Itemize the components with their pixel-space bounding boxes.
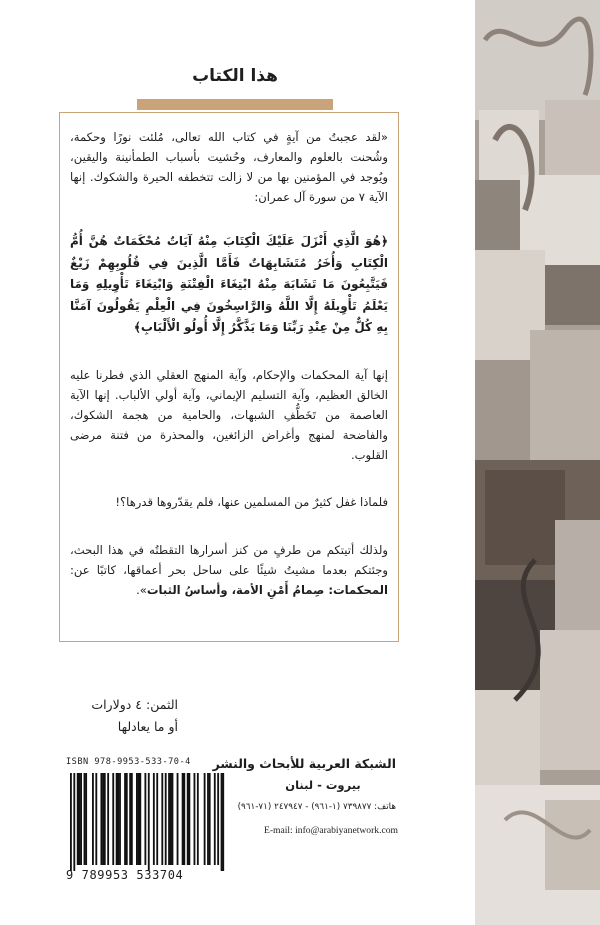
book-title-mention: المحكمات: صِمامُ أَمْنِ الأمة، وأساسُ الثبات [146, 583, 388, 597]
barcode-bar [77, 773, 79, 865]
quran-verse: ﴿هُوَ الَّذِي أَنْزَلَ عَلَيْكَ الْكِتَابَ مِنْهُ آيَاتٌ مُحْكَمَاتٌ هُنَّ أُمُّ الْكِتَابِ وَأُخَرُ مُتَشَابِهَاتٌ فَأَمَّا الَّذِينَ فِي قُلُوبِهِمْ زَيْغٌ فَيَتَّبِعُونَ مَا تَشَابَهَ مِنْهُ ابْتِغَاءَ الْفِتْنَةِ وَابْتِغَاءَ تَأْوِيلِهِ وَمَا يَعْلَمُ تَأْوِيلَهُ إِلَّا اللَّهُ وَالرَّاسِخُونَ فِي الْعِلْمِ يَقُولُونَ آمَنَّا بِهِ كُلٌّ مِنْ عِنْدِ رَبِّنَا وَمَا يَذَّكَّرُ إِلَّا أُولُو الْأَلْبَابِ﴾ [70, 234, 388, 334]
barcode-bar [129, 773, 131, 865]
barcode-bar [207, 773, 209, 865]
barcode-bar [172, 773, 174, 865]
barcode-bar [161, 773, 163, 865]
blurb-paragraph-question: فلماذا غفل كثيرٌ من المسلمين عنها، فلم يقدّروها قدرها؟! [115, 495, 388, 509]
publisher-name: الشبكة العربية للأبحاث والنشر [212, 756, 396, 771]
barcode-bar [70, 773, 72, 871]
blurb-paragraph-closing [70, 540, 388, 600]
publisher-phone: هاتف: ٧٣٩٨٧٧ (١-٩٦١) - ٢٤٧٩٤٧ (٧١-٩٦١) [237, 802, 396, 812]
barcode-bar [73, 773, 75, 871]
barcode-bar [84, 773, 86, 865]
barcode-bar [204, 773, 206, 865]
barcode-bar [217, 773, 219, 865]
barcode-bar [126, 773, 128, 865]
barcode-bar [214, 773, 216, 865]
barcode-bar [124, 773, 126, 865]
barcode-bar [221, 773, 223, 871]
blurb-paragraph-description: إنها آية المحكمات والإحكام، وآية المنهج العقلي الذي فطرنا عليه الخالق العظيم، وآية التسليم الإيماني، وآية أولي الألباب. إنها الآية العاصمة من تَخَطُّفِ الشبهات، والحامية من هجمة الشكوك، والفاضحة لمنهج وأغراض الزائغين، والمحذرة من فتنة مرضى القلوب. [70, 368, 388, 462]
barcode-bar [136, 773, 138, 865]
barcode-bar [168, 773, 170, 865]
blurb-paragraph-intro: «لقد عجبتُ من آيةٍ في كتاب الله تعالى، مُلئت نورًا وحكمة، وشُحنت بالعلوم والمعارف، وحُشيت بأسباب الطمأنينة واليقين، ويُوجد في المؤمنين بها من لا زالت تتخطفه الحيرة والشكوك. إنها الآية ٧ من سورة آل عمران: [70, 130, 388, 204]
barcode-bar [95, 773, 97, 865]
barcode-bar [197, 773, 199, 865]
barcode-bar [187, 773, 189, 865]
barcode-bar [182, 773, 184, 865]
price-equivalent: أو ما يعادلها [117, 719, 178, 734]
barcode-bar [102, 773, 104, 865]
barcode-bar [117, 773, 119, 865]
barcode-bar [78, 773, 80, 865]
publisher-city: بيروت - لبنان [285, 778, 361, 792]
barcode-bar [183, 773, 185, 865]
barcode-bar [222, 773, 224, 871]
barcode-bar [131, 773, 133, 865]
barcode-bar [119, 773, 121, 865]
barcode-bar [209, 773, 211, 865]
closing-text: ولذلك أتيتكم من طرفٍ من كنز أسرارها التقطتُه في هذا البحث، وجئتكم بعدما مشيتُ شيئًا على ساحل بحر أعماقها، كاتبًا عن: [70, 543, 388, 577]
barcode-bar [116, 773, 118, 865]
decorative-wall-artwork [475, 0, 600, 925]
barcode-bar [85, 773, 87, 865]
barcode-bar [153, 773, 155, 865]
isbn-label: ISBN 978-9953-533-70-4 [66, 757, 191, 767]
barcode-bar [107, 773, 109, 865]
barcode-bar [104, 773, 106, 865]
barcode-bar [112, 773, 114, 865]
barcode-bar [188, 773, 190, 865]
barcode-bar [80, 773, 82, 865]
barcode-bar [144, 773, 146, 865]
barcode-bar [165, 773, 167, 865]
barcode-bar [170, 773, 172, 865]
closing-quote: ». [136, 583, 147, 597]
barcode-digits: 9 789953 533704 [66, 868, 184, 882]
barcode-bar [148, 773, 150, 871]
barcode-bar [194, 773, 196, 865]
barcode-bar [92, 773, 94, 865]
barcode-bar [177, 773, 179, 865]
barcode-bar [139, 773, 141, 865]
price-label: الثمن: ٤ دولارات [91, 697, 178, 712]
barcode-bar [156, 773, 158, 865]
heading-accent-bar [137, 99, 333, 110]
section-heading: هذا الكتاب [192, 66, 278, 86]
barcode-bar [100, 773, 102, 865]
publisher-email: E-mail: info@arabiyanetwork.com [263, 825, 398, 836]
barcode-bar [138, 773, 140, 865]
